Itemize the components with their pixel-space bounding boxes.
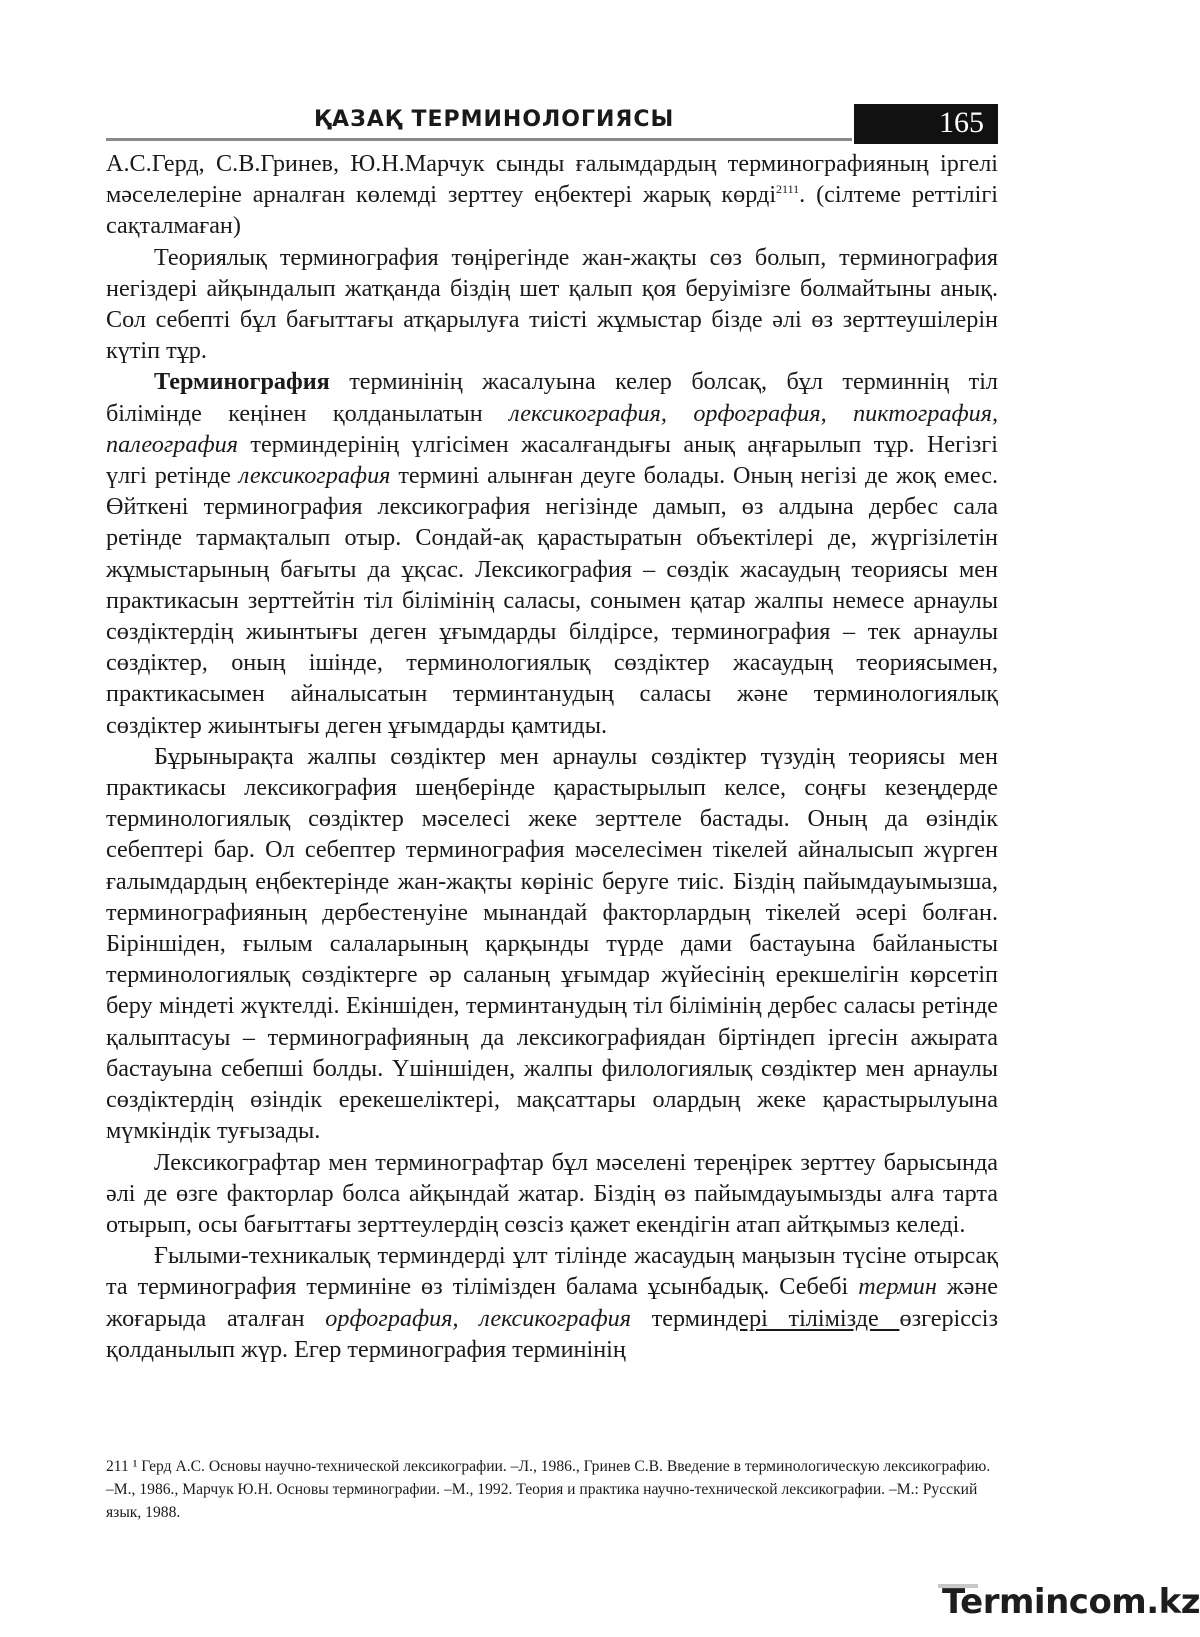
footnotes xyxy=(106,1455,998,1524)
p1-text-b: . (сілтеме реттілігі сақталмаған) xyxy=(106,181,998,240)
p3-text-a: терминінің жасалуына келер болсақ, бұл терминнің тіл білімінде кеңінен қолданылатын xyxy=(106,368,998,427)
watermark-text: Termincom.kz xyxy=(942,1582,1200,1622)
p6-text-b: және жоғарыда аталған xyxy=(106,1273,998,1332)
page-number: 165 xyxy=(939,106,984,139)
paragraph-2: Теориялық терминография төңірегінде жан-жақты сөз болып, терминография негіздері айқындалып жатқанда біздің шет қалып қоя беруімізге болмайтыны анық. Сол себепті бұл бағыттағы атқарылуға тиісті жұмыстар бізде әлі өз зерттеушілерін күтіп тұр. xyxy=(106,243,998,365)
page-number-box xyxy=(854,104,998,144)
footnote-ref[interactable]: 2111 xyxy=(776,182,800,197)
p6-italic-term: термин xyxy=(858,1273,937,1301)
watermark-logo xyxy=(938,1582,1200,1626)
paragraph-5: Лексикографтар мен терминографтар бұл мәселені тереңірек зерттеу барысында әлі де өзге факторлар болса айқындай жатар. Біздің өз пайымдауымызды алға тарта отырып, осы бағыттағы зерттеулердің сөзсіз қажет екендігін атап айтқымыз келеді. xyxy=(106,1148,998,1238)
p3-bold-term: Терминография xyxy=(154,368,330,396)
p6-text-d: өзгеріссіз қолданылып жүр. Егер терминография терминінің xyxy=(106,1304,999,1363)
paragraph-4: Бұрынырақта жалпы сөздіктер мен арнаулы сөздіктер түзудің теориясы мен практикасы лексикография шеңберінде қарастырылып келсе, соңғы кезеңдерде терминологиялық сөздіктер мәселесі жеке зерттеле бастады. Оның да өзіндік себептері бар. Ол себептер терминография мәселесімен тікелей айналысып жүрген ғалымдардың еңбектерінде жан-жақты көрініс беруге тиіс. Біздің пайымдауымызша, терминографияның дербестенуіне мынандай факторлардың тікелей әсері болған. Біріншіден, ғылым салаларының қарқынды түрде дами бастауына байланысты терминологиялық сөздіктерге әр саланың ұғымдар жүйесінің ерекшелігін көрсетіп беру міндеті жүктелді. Екіншіден, терминтанудың тіл білімінің дербес саласы ретінде қалыптасуы – терминографияның да лексикографиядан біртіндеп іргесін ажырата бастауына себепші болды. Үшіншіден, жалпы филологиялық сөздіктер мен арнаулы сөздіктердің өзіндік ерекешеліктері, мақсаттары олардың жеке қарастырылуына мүмкіндік туғызады. xyxy=(106,742,998,1145)
header-rule xyxy=(106,138,852,141)
p6-text-a: Ғылыми-техникалық терминдерді ұлт тілінде жасаудың маңызын түсіне отырсақ та терминография терминіне өз тілімізден балама ұсынбадық. Себебі xyxy=(106,1242,998,1301)
p1-text-a: А.С.Герд, С.В.Гринев, Ю.Н.Марчук сынды ғалымдардың терминографияның іргелі мәселелеріне арналған көлемді зерттеу еңбектері жарық көрді xyxy=(106,150,998,209)
paragraph-3 xyxy=(106,366,998,740)
p3-text-b: терминдерінің үлгісімен жасалғандығы анық аңғарылып тұр. Негізгі үлгі ретінде xyxy=(106,430,998,490)
p3-italic-term: лексикография xyxy=(238,462,391,490)
p6-text-c: термин xyxy=(631,1304,726,1332)
paragraph-1 xyxy=(106,148,998,242)
p6-italic-terms: орфография, лексикография xyxy=(325,1304,631,1332)
main-text xyxy=(106,148,998,1365)
running-header xyxy=(106,104,998,144)
running-title: ҚАЗАҚ ТЕРМИНОЛОГИЯСЫ xyxy=(314,107,675,132)
p6-underlined-text: дері тілімізде xyxy=(725,1304,900,1332)
p3-italic-terms: лексикография, орфография, пиктография, палеография xyxy=(106,399,999,458)
footnote-211: 211 ¹ Герд А.С. Основы научно-технической лексикографии. –Л., 1986., Гринев С.В. Введение в терминологическую лексикографию. –М., 1986., Марчук Ю.Н. Основы терминографии. –М., 1992. Теория и практика научно-технической лексикографии. –М.: Русский язык, 1988. xyxy=(106,1458,991,1521)
paragraph-6 xyxy=(106,1240,998,1365)
p3-text-c: термині алынған деуге болады. Оның негізі де жоқ емес. Өйткені терминография лексикография негізінде дамып, өз алдына дербес сала ретінде тармақталып отыр. Сондай-ақ қарастыратын объектілері де, жүргізілетін жұмыстарының бағыты да ұқсас. Лексикография – сөздік жасаудың теориясы мен практикасын зерттейтін тіл білімінің саласы, сонымен қатар жалпы немесе арнаулы сөздіктердің жиынтығы деген ұғымдарды білдірсе, терминография – тек арнаулы сөздіктер, оның ішінде, терминологиялық сөздіктер жасаудың теориясымен, практикасымен айналысатын терминтанудың саласы және терминологиялық сөздіктер жиынтығы деген ұғымдарды қамтиды. xyxy=(106,462,998,739)
